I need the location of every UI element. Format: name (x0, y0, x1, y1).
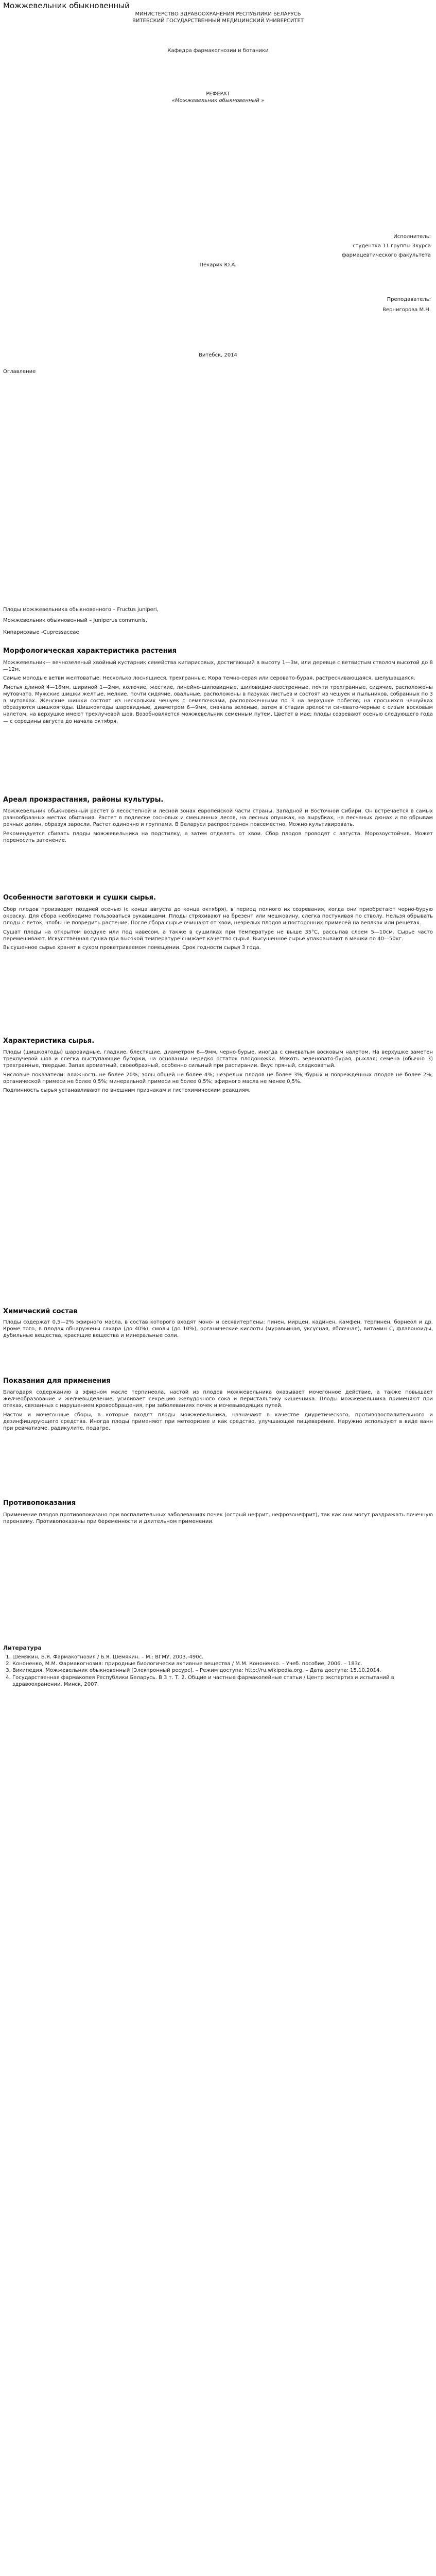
section-title-indications: Показания для применения (3, 1377, 111, 1385)
performer-faculty: фармацевтического факультета (342, 252, 431, 258)
performer-label: Исполнитель: (393, 234, 431, 240)
paragraph: Можжевельник обыкновенный растет в лесостепной и лесной зонах европейской части страны, Западной и Восточной Сибири. Он встречается в самых разнообразных местах обитания. Растет в подлеске сосновых и смешанных лесов, на лесных опушках, на вырубках, на песчаных дюнах и по обрывам речных долин, образуя заросли. Растет одиночно и группами. В Беларуси распространен повсеместно. Можно культивировать. (3, 808, 433, 828)
performer-group: студентка 11 группы 3курса (353, 243, 431, 249)
literature-item: 2. Кононенко, М.М. Фармакогнозия: природные биологически активные вещества / М.М. Кононенко. – Учеб. пособие, 2006. – 183с. (12, 1660, 436, 1667)
paragraph: Можжевельник— вечнозеленый хвойный кустарник семейства кипарисовых, достигающий в высоту 1—3м, или деревце с ветвистым стволом высотой до 8—12м. (3, 660, 433, 673)
paragraph: Подлинность сырья устанавливают по внешним признакам и гистохимическим реакциям. (3, 1088, 251, 1094)
paragraph: Рекомендуется сбивать плоды можжевельника на подстилку, а затем отделять от хвои. Сбор плодов проводят с августа. Морозоустойчив. Может переносить затенение. (3, 831, 433, 843)
paragraph: Настои и мочегонные сборы, в которые входят плоды можжевельника, назначают в качестве диуретического, противовоспалительного и дезинфицирующего средства. Иногда плоды применяют при метеоризме и как средство, улучшающее пищеварение. Наружно используют в виде ванн при ревматизме, радикулите, подагре. (3, 1412, 433, 1432)
paragraph: Сушат плоды на открытом воздухе или под навесом, а также в сушилках при температуре не выше 35°С, рассыпав слоем 5—10см. Сырье часто перемешивают. Искусственная сушка при высокой температуре снижает качество сырья. Высушенное сырье упаковывают в мешки по 40—50кг. (3, 929, 433, 942)
paragraph: Применение плодов противопоказано при воспалительных заболеваниях почек (острый нефрит, нефрозонефрит), так как они могут раздражать почечную паренхиму. Противопоказаны при беременности и длительном применении. (3, 1512, 433, 1525)
literature-item: 1. Шемякин, Б.Я. Фармакогнозия / Б.Я. Шемякин. – М.: ВГМУ, 2003.-490с. (12, 1654, 436, 1660)
section-body-chemistry (3, 1319, 433, 1340)
performer-name: Пекарик Ю.А. (199, 262, 237, 268)
teacher-name: Вернигорова М.Н. (382, 307, 431, 313)
paragraph: Числовые показатели: влажность не более 20%; золы общей не более 4%; незрелых плодов не более 3%; бурых и поврежденных плодов не более 2%; органической примеси не более 0,5%; минеральной примеси не более 0,5%; эфирного масла не менее 0,5%. (3, 1072, 433, 1084)
literature-item: 3. Википедия. Можжевельник обыкновенный [Электронный ресурс]. – Режим доступа: http://ru.wikipedia.org. – Дата доступа: 15.10.2014. (12, 1667, 436, 1674)
paragraph: Высушенное сырье хранят в сухом проветриваемом помещении. Срок годности сырья 3 года. (3, 945, 261, 951)
literature-title: Литература (3, 1645, 42, 1651)
literature-list (3, 1654, 436, 1688)
section-body-raw-material (3, 1049, 433, 1094)
paragraph: Листья длиной 4—16мм, шириной 1—2мм, колючие, жесткие, линейно-шиловидные, шиловидно-заостренные, почти трехгранные, сидячие, расположены мутовчато. Мужские шишки желтые, мелкие, почти сидячие, овальные, расположены в пазухах листьев и состоят из чешуек и пыльников, собранных по 3 в мутовках. Женские шишки состоят из нескольких чешуек с семяпочками, расположенными по 3 на верхушке побегов; на сросшихся чешуйках образуются шишкоягоды. Шишкоягоды шаровидные, диаметром 6—9мм, сначала зеленые, затем в стадии зрелости синевато-черные с сизым восковым налетом, на верхушке имеют трехлучевой шов. Возобновляется можжевельник семенным путем. Цветет в мае; плоды созревают осенью следующего года— с середины августа до начала октября. (3, 684, 433, 724)
section-body-indications (3, 1389, 433, 1432)
paragraph: Самые молодые ветви желтоватые. Несколько лоснящиеся, трехгранные. Кора темно-серая или серовато-бурая, растрескивающаяся, шелушащаяся. (3, 675, 415, 682)
section-title-chemistry: Химический состав (3, 1308, 78, 1315)
genre-label: РЕФЕРАТ (206, 91, 230, 97)
city-year: Витебск, 2014 (199, 352, 237, 358)
section-title-habitat: Ареал произрастания, районы культуры. (3, 796, 164, 804)
paragraph: Сбор плодов производят поздней осенью (с конца августа до конца октября), в период полного их созревания, когда они приобретают черно-бурую окраску. Для сбора необходимо пользоваться рукавицами. Плоды стряхивают на брезент или мешковину, слегка постукивая по стволу. Нельзя обрывать плоды с веток, чтобы не повредить растение. После сбора сырье очищают от хвои, незрелых плодов и посторонних примесей на веялках или решетах. (3, 907, 433, 926)
section-title-contraindications: Противопоказания (3, 1499, 76, 1507)
section-title-morphology: Морфологическая характеристика растения (3, 647, 177, 655)
latin-name: Плоды можжевельника обыкновенного – Fructus juniperi, (3, 607, 159, 613)
paragraph: Благодаря содержанию в эфирном масле терпинеола, настой из плодов можжевельника оказывает мочегонное действие, а также повышает желчеобразование и желчевыделение, усиливает секрецию желудочного сока и перистальтику кишечника. Плоды можжевельника применяют при отеках, связанных с нарушением кровообращения, при заболеваниях почек и мочевыводящих путей. (3, 1389, 433, 1409)
teacher-label: Преподаватель: (387, 297, 431, 302)
paragraph: Плоды содержат 0,5—2% эфирного масла, в состав которого входят моно- и сесквитерпены: пинен, мирцен, кадинен, камфен, терпинен, борнеол и др. Кроме того, в плодах обнаружены сахара (до 40%), смолы (до 10%), органические кислоты (муравьиная, уксусная, яблочная), витамин С, флавоноиды, дубильные вещества, красящие вещества и минеральные соли. (3, 1319, 433, 1339)
literature-item: 4. Государственная фармакопея Республики Беларусь. В 3 т. Т. 2. Общие и частные фармакопейные статьи / Центр экспертиз и испытаний в здравоохранении. Минск, 2007. (12, 1674, 436, 1688)
university-name: ВИТЕБСКИЙ ГОСУДАРСТВЕННЫЙ МЕДИЦИНСКИЙ УНИВЕРСИТЕТ (132, 18, 304, 24)
section-body-habitat (3, 808, 433, 844)
paragraph: Плоды (шишкоягоды) шаровидные, гладкие, блестящие, диаметром 6—9мм, черно-бурые, иногда с синеватым восковым налетом. На верхушке заметен трехлучевой шов и слегка выступающие бугорки, на основании нередко остаток плодоножки. Мякоть зеленовато-бурая, рыхлая; семена (обычно 3) трехгранные, твердые. Запах ароматный, своеобразный, особенно сильный при растирании. Вкус пряный, сладковатый. (3, 1049, 433, 1069)
toc-title: Оглавление (3, 369, 36, 375)
ministry-name: МИНИСТЕРСТВО ЗДРАВООХРАНЕНИЯ РЕСПУБЛИКИ БЕЛАРУСЬ (135, 11, 301, 17)
section-body-morphology (3, 659, 433, 725)
subject-title: «Можжевельник обыкновенный » (171, 98, 265, 104)
department-name: Кафедра фармакогнозии и ботаники (167, 48, 269, 54)
section-title-harvesting: Особенности заготовки и сушки сырья. (3, 894, 156, 902)
family-name: Кипарисовые -Cupressaceae (3, 630, 79, 635)
producer-name: Можжевельник обыкновенный – Juniperus communis, (3, 618, 147, 623)
document-title: Можжевельник обыкновенный (3, 1, 130, 10)
section-body-harvesting (3, 906, 433, 951)
section-body-contraindications (3, 1512, 433, 1525)
section-title-raw-material: Характеристика сырья. (3, 1037, 95, 1045)
